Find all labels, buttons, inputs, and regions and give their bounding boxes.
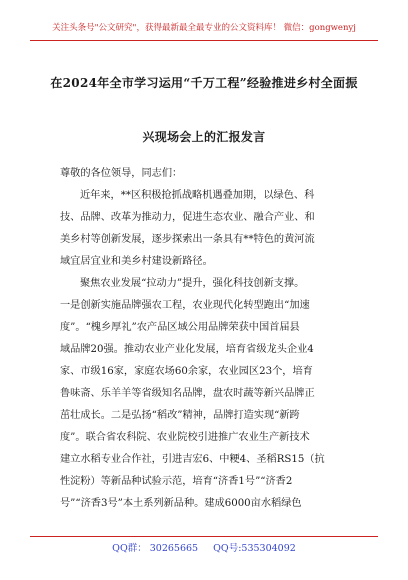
document-title-line-1: 在2024年全市学习运用“千万工程”经验推进乡村全面振 <box>50 76 358 90</box>
paragraph-line: 家、市级16家，家庭农场60余家，农业园区23个，培育 <box>60 366 313 377</box>
footer-qq-group: QQ群： 30265665 <box>112 543 199 554</box>
paragraph-line: 鲁味斋、乐羊羊等省级知名品牌，盘农时蔬等新兴品牌正 <box>60 388 315 399</box>
footer <box>30 540 378 554</box>
greeting-text: 尊敬的各位领导，同志们： <box>60 168 183 179</box>
paragraph-line: 域品牌20强。推动农业产业化发展，培育省级龙头企业4 <box>60 344 314 355</box>
paragraph-line: 建立水稻专业合作社，引进吉宏6、中粳4、圣稻RS15（抗 <box>60 454 325 465</box>
greeting <box>60 163 350 185</box>
header-divider <box>30 40 378 41</box>
paragraph-1 <box>60 185 350 273</box>
paragraph-line: 茁壮成长。二是弘扬“稻改”精神，品牌打造实现“新跨 <box>60 410 300 421</box>
header-banner: 关注头条号"公文研究"，获得最新最全最专业的公文资料库！ 微信：gongwenyj <box>52 23 356 33</box>
paragraph-2 <box>60 273 350 515</box>
paragraph-line: 近年来，**区积极抢抓战略机遇叠加期，以绿色、科 <box>80 190 315 201</box>
paragraph-line: 度”。“槐乡厚礼”农产品区域公用品牌荣获中国首届县 <box>60 322 300 333</box>
footer-divider <box>30 536 378 537</box>
paragraph-line: 技、品牌、改革为推动力，促进生态农业、融合产业、和 <box>60 212 315 223</box>
document-title-line-2: 兴现场会上的汇报发言 <box>142 130 266 144</box>
paragraph-line: 性淀粉）等新品种试验示范，培育“济香1号”“济香2 <box>60 476 293 487</box>
paragraph-line: 聚焦农业发展“拉动力”提升，强化科技创新支撑。 <box>80 278 305 289</box>
paragraph-line: 度”。联合省农科院、农业院校引进推广农业生产新技术 <box>60 432 310 443</box>
paragraph-line: 号”“济香3号”本土系列新品种。建成6000亩水稻绿色 <box>60 498 302 509</box>
paragraph-line: 美乡村等创新发展，逐步探索出一条具有**特色的黄河流 <box>60 234 315 245</box>
paragraph-line: 一是创新实施品牌强农工程，农业现代化转型跑出“加速 <box>60 300 310 311</box>
footer-qq-number: QQ号:535304092 <box>213 543 296 554</box>
paragraph-line: 域宜居宜业和美乡村建设新路径。 <box>60 256 213 267</box>
